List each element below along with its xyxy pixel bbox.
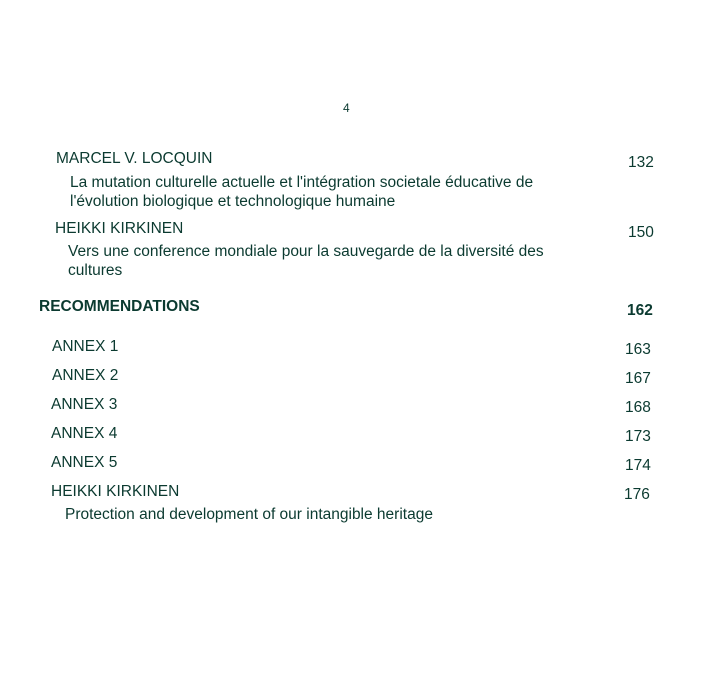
toc-entry-title-line: La mutation culturelle actuelle et l'intégration societale éducative de: [70, 174, 534, 191]
toc-entry-page: 132: [628, 154, 654, 171]
annex-label: ANNEX 3: [51, 396, 118, 413]
toc-entry-author: HEIKKI KIRKINEN: [55, 220, 184, 237]
toc-entry-page: 176: [624, 486, 650, 503]
toc-entry-title-line: cultures: [68, 262, 123, 279]
toc-entry-author: MARCEL V. LOCQUIN: [56, 150, 213, 167]
toc-entry-title-line: l'évolution biologique et technologique humaine: [70, 193, 396, 210]
toc-entry-page: 150: [628, 224, 654, 241]
annex-label: ANNEX 5: [51, 454, 118, 471]
toc-entry-title-line: Vers une conference mondiale pour la sauvegarde de la diversité des: [68, 243, 544, 260]
recommendations-heading: RECOMMENDATIONS: [39, 298, 200, 315]
annex-page: 174: [625, 457, 651, 474]
recommendations-page: 162: [627, 302, 653, 319]
annex-page: 167: [625, 370, 651, 387]
annex-page: 168: [625, 399, 651, 416]
page-number: 4: [343, 101, 350, 115]
annex-label: ANNEX 4: [51, 425, 118, 442]
annex-page: 163: [625, 341, 651, 358]
annex-page: 173: [625, 428, 651, 445]
annex-label: ANNEX 2: [52, 367, 119, 384]
toc-entry-title-line: Protection and development of our intangible heritage: [65, 506, 433, 523]
annex-label: ANNEX 1: [52, 338, 119, 355]
toc-entry-author: HEIKKI KIRKINEN: [51, 483, 180, 500]
